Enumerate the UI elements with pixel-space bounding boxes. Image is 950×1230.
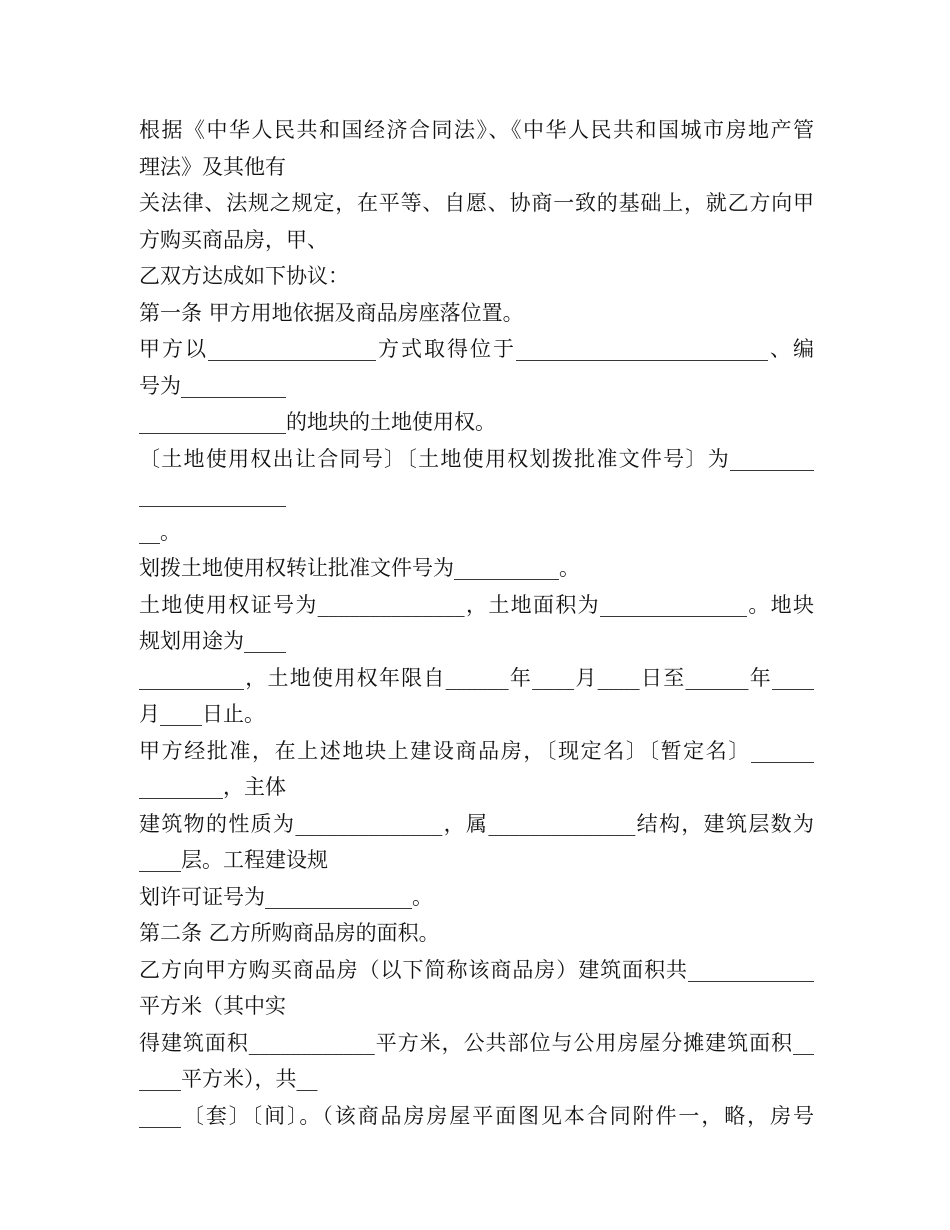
article-heading: 第一条 甲方用地依据及商品房座落位置。 bbox=[139, 300, 524, 325]
text-line: ________，主体 bbox=[139, 775, 286, 799]
text-line: 乙双方达成如下协议： bbox=[139, 264, 349, 288]
text-line: 甲方经批准，在上述地块上建设商品房，〔现定名〕〔暂定名〕______ bbox=[139, 738, 814, 763]
text-line: 方购买商品房，甲、 bbox=[139, 227, 328, 252]
text-line: 关法律、法规之规定，在平等、自愿、协商一致的基础上，就乙方向甲 bbox=[139, 191, 814, 215]
text-line: ____平方米），共__ bbox=[139, 1067, 318, 1091]
text-line: ____〔套〕〔间〕。（该商品房房屋平面图见本合同附件一，略，房号 bbox=[139, 1103, 814, 1128]
text-line: 划拨土地使用权转让批准文件号为__________。 bbox=[139, 556, 580, 580]
text-line: 号为__________ bbox=[139, 373, 286, 398]
text-line: 得建筑面积____________平方米，公共部位与公用房屋分摊建筑面积__ bbox=[139, 1030, 814, 1055]
document-body bbox=[139, 112, 814, 1134]
text-line: ____层。工程建设规 bbox=[139, 848, 328, 872]
text-line: 土地使用权证号为______________，土地面积为______________。地块 bbox=[139, 592, 814, 617]
text-line: 规划用途为____ bbox=[139, 629, 286, 653]
text-line: 根据《中华人民共和国经济合同法》、《中华人民共和国城市房地产管 bbox=[139, 118, 814, 142]
text-line: 甲方以________________方式取得位于________________________、编 bbox=[139, 337, 814, 361]
text-line: 划许可证号为______________。 bbox=[139, 884, 433, 909]
text-line: 〔土地使用权出让合同号〕〔土地使用权划拨批准文件号〕为________ bbox=[139, 446, 814, 471]
text-line: ______________ bbox=[139, 483, 286, 507]
text-line: 月____日止。 bbox=[139, 702, 265, 726]
text-line: 乙方向甲方购买商品房（以下简称该商品房）建筑面积共____________ bbox=[139, 957, 814, 982]
text-line: __________，土地使用权年限自______年____月____日至______年____ bbox=[139, 665, 814, 690]
text-line: __。 bbox=[139, 519, 181, 544]
text-line: ______________的地块的土地使用权。 bbox=[139, 410, 496, 434]
text-line: 建筑物的性质为______________，属______________结构，建筑层数为 bbox=[139, 811, 814, 836]
text-line: 理法》及其他有 bbox=[139, 154, 286, 179]
article-heading: 第二条 乙方所购商品房的面积。 bbox=[139, 921, 440, 945]
text-line: 平方米（其中实 bbox=[139, 994, 286, 1018]
